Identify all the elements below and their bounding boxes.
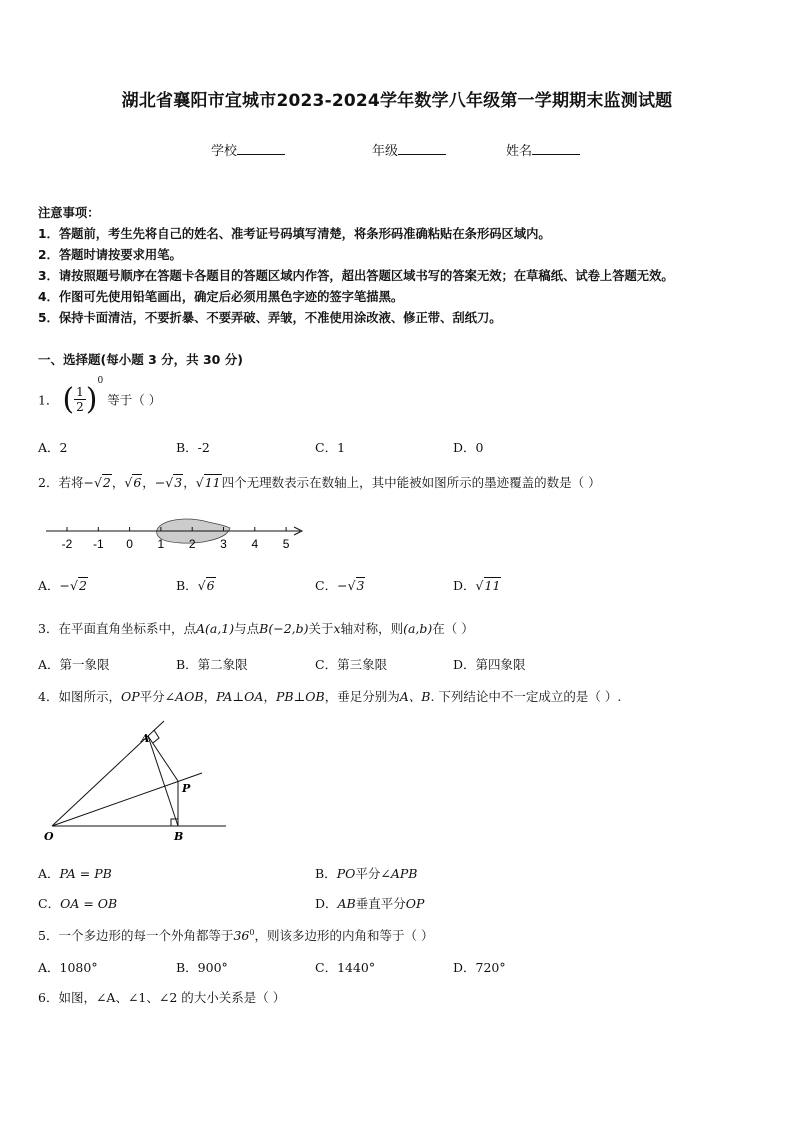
q2-stem: 四个无理数表示在数轴上，其中能被如图所示的墨迹覆盖的数是（ ） [221, 475, 601, 490]
section-heading: 一、选择题(每小题 3 分，共 30 分) [38, 352, 243, 367]
q2-opt-b-radical: √6 [197, 578, 215, 593]
q2-radical-3: √3 [165, 475, 183, 490]
q1-frac-den: 2 [76, 400, 84, 414]
right-angle-a [153, 730, 159, 743]
q4-pb-perp-ob: PB⊥OB [275, 689, 325, 704]
grade-field [372, 140, 446, 159]
label-p: P [182, 782, 191, 795]
label-b: B [174, 830, 184, 843]
q4-text-b: 平分 [139, 689, 165, 704]
q5-degree: 36 [233, 928, 250, 943]
q3-point-b: B(−2,b) [259, 621, 309, 636]
name-blank [532, 142, 580, 155]
q4-option-c [38, 894, 117, 912]
q4-option-b [315, 864, 417, 882]
notice-item-5: 5．保持卡面清洁，不要折暴、不要弄破、弄皱，不准使用涂改液、修正带、刮纸刀。 [38, 311, 502, 325]
name-field [506, 140, 580, 159]
question-1 [38, 376, 161, 417]
q2-sep-1: ， [111, 475, 125, 490]
q4-text-d: ， [263, 689, 276, 704]
q2-opt-a-label: A． [38, 578, 60, 593]
school-label: 学校 [211, 144, 238, 159]
q2-radicand-1: 2 [102, 475, 111, 490]
label-o: O [44, 830, 54, 843]
q2-opt-b-radicand: 6 [206, 578, 215, 593]
q2-radical-1: √2 [93, 475, 111, 490]
question-4 [38, 687, 621, 705]
q4-op: OP [120, 689, 140, 704]
q3-axis: x [333, 621, 341, 636]
q4-pa-perp-oa: PA⊥OA [216, 689, 264, 704]
q2-radicand-4: 11 [204, 475, 221, 490]
label-a: A [141, 732, 150, 745]
q4-opt-d-label: D． [315, 896, 338, 911]
q4-opt-d-tail: 垂直平分 [355, 896, 406, 911]
q2-option-d [453, 576, 501, 594]
axis-tick-label: -1 [92, 537, 104, 551]
segment-ab [148, 736, 178, 826]
segment-pa [148, 736, 178, 781]
q1-exponent: 0 [97, 376, 104, 386]
q4-text-f: . 下列结论中不一定成立的是（ ）. [430, 689, 622, 704]
notice-heading: 注意事项： [38, 206, 100, 220]
q4-opt-b-label: B． [315, 866, 337, 881]
q2-option-c [315, 576, 365, 594]
q2-neg-1: − [83, 475, 94, 490]
q1-option-c: C．1 [315, 440, 346, 455]
question-6: 6．如图，∠A、∠1、∠2 的大小关系是（ ） [38, 990, 286, 1005]
grade-label: 年级 [372, 144, 399, 159]
q2-opt-a-radicand: 2 [78, 578, 87, 593]
q1-number: 1． [38, 392, 59, 408]
q2-sep-3: ， [183, 475, 196, 490]
grade-blank [398, 142, 446, 155]
q2-radical-2: √6 [124, 475, 142, 490]
notice-item-1: 1．答题前，考生先将自己的姓名、准考证号码填写清楚，将条形码准确粘贴在条形码区域内。 [38, 227, 551, 241]
name-label: 姓名 [506, 144, 533, 159]
q4-opt-b-math: PO [336, 866, 356, 881]
notice-item-2: 2．答题时请按要求用笔。 [38, 248, 182, 262]
q2-opt-d-label: D． [453, 578, 476, 593]
q2-opt-c-radical: √3 [347, 578, 365, 593]
q1-left-paren: ( [62, 382, 75, 417]
q1-right-paren: ) [85, 382, 98, 417]
page-title: 湖北省襄阳市宜城市2023-2024学年数学八年级第一学期期末监测试题 [121, 91, 673, 111]
q1-stem: 等于（ ） [107, 392, 162, 408]
q3-text-b: 与点 [234, 621, 260, 636]
q1-frac-num: 1 [76, 385, 84, 399]
q5-option-a: A．1080° [38, 960, 98, 975]
q4-opt-d-math: AB [337, 896, 356, 911]
axis-tick-label: 5 [282, 537, 290, 551]
q4-opt-b-math2: ∠APB [380, 866, 418, 881]
q2-opt-c-radicand: 3 [356, 578, 365, 593]
q5-option-d: D．720° [453, 960, 506, 975]
q4-option-d [315, 894, 424, 912]
question-3 [38, 619, 474, 637]
axis-tick-label: 1 [157, 537, 165, 551]
q3-option-a: A．第一象限 [38, 657, 110, 672]
q1-option-d: D．0 [453, 440, 484, 455]
q2-opt-c-neg: − [337, 578, 348, 593]
axis-tick-label: 4 [251, 537, 259, 551]
q4-opt-a-label: A． [38, 866, 60, 881]
q4-text-e: ，垂足分别为 [324, 689, 400, 704]
q4-ab: A、B [399, 689, 431, 704]
q4-text-a: 4．如图所示， [38, 689, 121, 704]
q5-text-b: ，则该多边形的内角和等于（ ） [254, 928, 434, 943]
q2-option-b [176, 576, 216, 594]
q3-text-a: 3．在平面直角坐标系中，点 [38, 621, 196, 636]
notice-item-4: 4．作图可先使用铅笔画出，确定后必须用黑色字迹的签字笔描黑。 [38, 290, 404, 304]
q4-opt-c-label: C． [38, 896, 61, 911]
axis-tick-label: -2 [61, 537, 73, 551]
q3-text-e: 在（ ） [432, 621, 474, 636]
q2-opt-a-radical: √2 [70, 578, 87, 593]
q2-sep-2: ， [142, 475, 155, 490]
q1-option-b: B．-2 [176, 440, 210, 455]
q4-opt-a-math: PA = PB [59, 866, 112, 881]
axis-tick-label: 3 [220, 537, 227, 551]
question-5 [38, 926, 433, 944]
q4-opt-c-math: OA = OB [60, 896, 118, 911]
q5-degree-sup: 0 [249, 927, 255, 937]
q3-option-c: C．第三象限 [315, 657, 388, 672]
q3-text-d: 轴对称，则 [340, 621, 404, 636]
bisector-op [52, 773, 202, 826]
q3-option-d: D．第四象限 [453, 657, 526, 672]
q4-opt-d-math2: OP [405, 896, 425, 911]
q5-text-a: 5．一个多边形的每一个外角都等于 [38, 928, 234, 943]
q3-point-ab: (a,b) [403, 621, 433, 636]
q2-neg-3: − [154, 475, 166, 490]
q4-angle-aob: ∠AOB [164, 689, 204, 704]
q4-text-c: ， [203, 689, 217, 704]
q5-option-c: C．1440° [315, 960, 376, 975]
axis-tick-label: 0 [126, 537, 133, 551]
q2-opt-b-label: B． [176, 578, 198, 593]
question-2 [38, 473, 601, 491]
notice-item-3: 3．请按照题号顺序在答题卡各题目的答题区域内作答，超出答题区域书写的答案无效；在草稿纸、试卷上答题无效。 [38, 269, 674, 283]
q2-opt-d-radical: √11 [475, 578, 501, 593]
q1-fraction [74, 385, 86, 414]
q2-radicand-2: 6 [133, 475, 142, 490]
q2-option-a [38, 576, 88, 594]
q1-option-a: A．2 [38, 440, 68, 455]
q3-point-a: A(a,1) [195, 621, 235, 636]
q3-text-c: 关于 [308, 621, 334, 636]
axis-tick-label: 2 [188, 537, 196, 551]
q2-radicand-3: 3 [174, 475, 183, 490]
q2-number: 2．若将 [38, 475, 84, 490]
q2-radical-4: √11 [195, 475, 221, 490]
school-field [211, 140, 285, 159]
q4-geometry-figure [40, 720, 240, 850]
q2-opt-a-neg: − [59, 578, 71, 593]
q4-opt-b-tail: 平分 [355, 866, 381, 881]
q2-number-line [40, 514, 310, 556]
q2-opt-c-label: C． [315, 578, 338, 593]
q2-opt-d-radicand: 11 [484, 578, 501, 593]
q5-option-b: B．900° [176, 960, 228, 975]
q4-option-a [38, 864, 112, 882]
q3-option-b: B．第二象限 [176, 657, 248, 672]
school-blank [237, 142, 285, 155]
